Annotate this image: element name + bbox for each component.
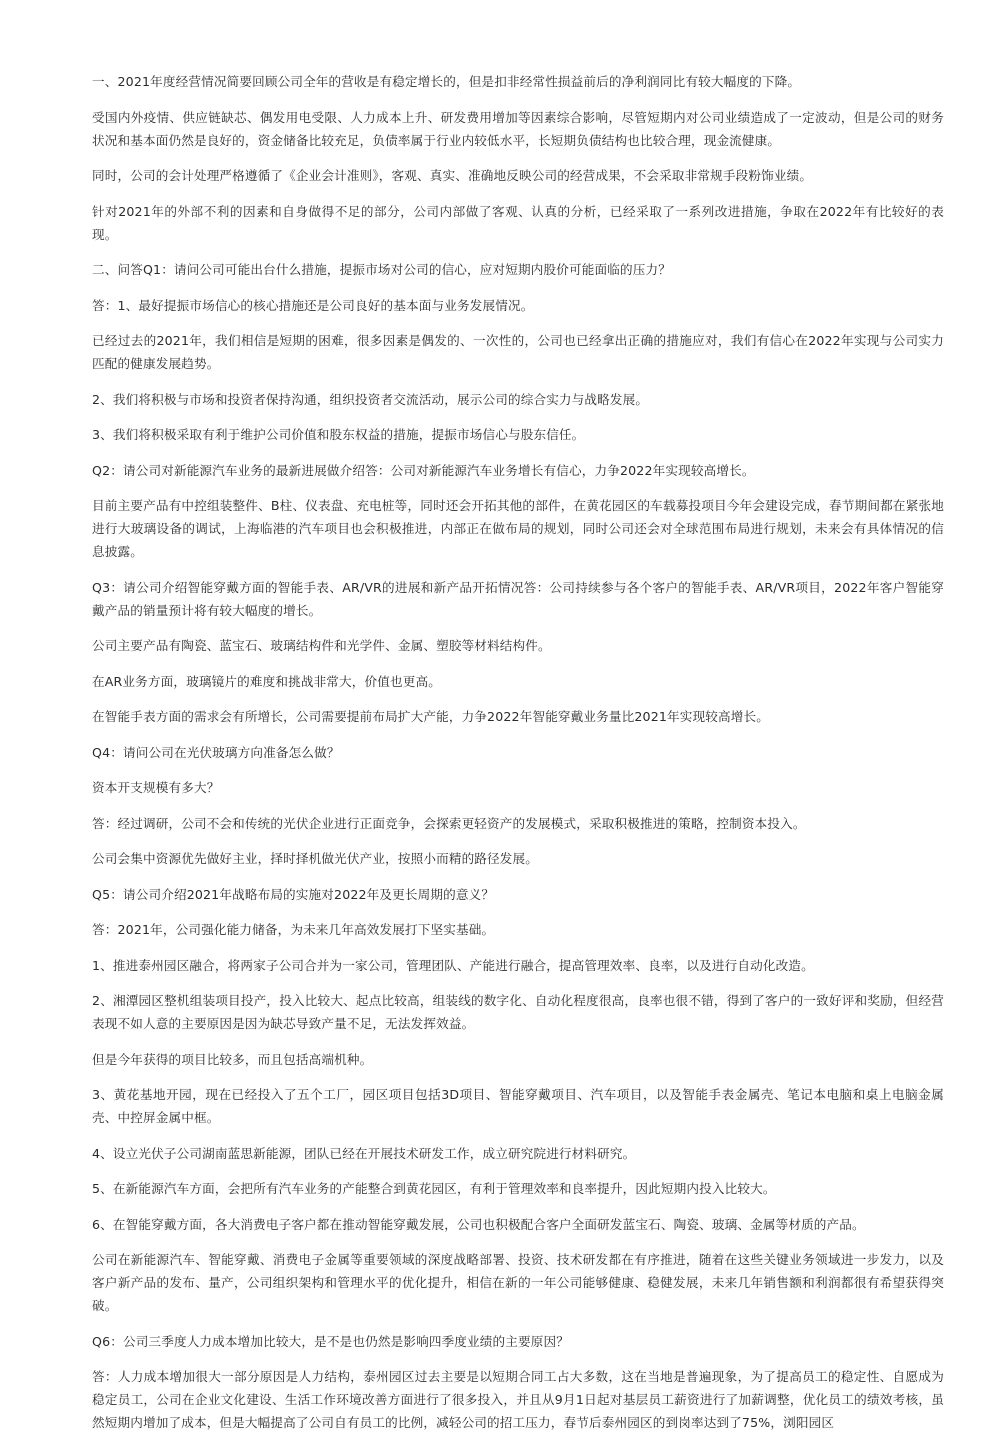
paragraph-a1-4: 3、我们将积极采取有利于维护公司价值和股东权益的措施，提振市场信心与股东信任。 — [92, 427, 585, 442]
paragraph-a3-1: 公司主要产品有陶瓷、蓝宝石、玻璃结构件和光学件、金属、塑胶等材料结构件。 — [92, 638, 551, 653]
paragraph-a3-2: 在AR业务方面，玻璃镜片的难度和挑战非常大，价值也更高。 — [92, 673, 442, 689]
paragraph-a5-3: 3、黄花基地开园，现在已经投入了五个工厂，园区项目包括3D项目、智能穿戴项目、汽车项目，以及智能手表金属壳、笔记本电脑和桌上电脑金属壳、中控屏金属中框。 — [92, 1087, 944, 1125]
paragraph-q6: Q6：公司三季度人力成本增加比较大，是不是也仍然是影响四季度业绩的主要原因？ — [92, 1333, 569, 1349]
paragraph-q3: Q3：请公司介绍智能穿戴方面的智能手表、AR/VR的进展和新产品开拓情况答：公司持续参与各个客户的智能手表、AR/VR项目，2022年客户智能穿戴产品的销量预计将有较大幅度的增长。 — [92, 579, 944, 618]
paragraph-a1-2: 已经过去的2021年，我们相信是短期的困难，很多因素是偶发的、一次性的，公司也已经拿出正确的措施应对，我们有信心在2022年实现与公司实力匹配的健康发展趋势。 — [92, 333, 944, 371]
paragraph-a5: 答：2021年，公司强化能力储备，为未来几年高效发展打下坚实基础。 — [92, 922, 495, 937]
paragraph-a2: 目前主要产品有中控组装整件、B柱、仪表盘、充电桩等，同时还会开拓其他的部件，在黄花园区的车载募投项目今年会建设完成，春节期间都在紧张地进行大玻璃设备的调试，上海临港的汽车项目也会积极推进，内部正在做布局的规划，同时公司还会对全球范围布局进行规划，未来会有具体情况的信息披露。 — [92, 498, 944, 559]
paragraph-a5-4: 4、设立光伏子公司湖南蓝思新能源，团队已经在开展技术研发工作，成立研究院进行材料研究。 — [92, 1145, 636, 1161]
paragraph-a3-3: 在智能手表方面的需求会有所增长，公司需要提前布局扩大产能，力争2022年智能穿戴业务量比2021年实现较高增长。 — [92, 709, 769, 724]
paragraph-a5-summary: 公司在新能源汽车、智能穿戴、消费电子金属等重要领域的深度战略部署、投资、技术研发都在有序推进，随着在这些关键业务领域进一步发力，以及客户新产品的发布、量产，公司组织架构和管理水平的优化提升，相信在新的一年公司能够健康、稳健发展，未来几年销售额和利润都很有希望获得突破。 — [92, 1252, 944, 1313]
paragraph-a6: 答：人力成本增加很大一部分原因是人力结构，泰州园区过去主要是以短期合同工占大多数，这在当地是普遍现象，为了提高员工的稳定性、自愿成为稳定员工，公司在企业文化建设、生活工作环境改善方面进行了很多投入，并且从9月1日起对基层员工薪资进行了加薪调整，优化员工的绩效考核，虽然短期内增加了成本，但是大幅提高了公司自有员工的比例，减轻公司的招工压力，春节后泰州园区的到岗率达到了75%，浏阳园区 — [92, 1369, 944, 1430]
paragraph-q5: Q5：请公司介绍2021年战略布局的实施对2022年及更长周期的意义？ — [92, 886, 495, 902]
paragraph-a5-5: 5、在新能源汽车方面，会把所有汽车业务的产能整合到黄花园区，有利于管理效率和良率提升，因此短期内投入比较大。 — [92, 1181, 776, 1196]
paragraph-q4-2: 资本开支规模有多大？ — [92, 780, 220, 795]
paragraph-a4-2: 公司会集中资源优先做好主业，择时择机做光伏产业，按照小而精的路径发展。 — [92, 851, 539, 866]
paragraph-a5-6: 6、在智能穿戴方面，各大消费电子客户都在推动智能穿戴发展，公司也积极配合客户全面研发蓝宝石、陶瓷、玻璃、金属等材质的产品。 — [92, 1216, 865, 1232]
paragraph-accounting: 同时，公司的会计处理严格遵循了《企业会计准则》，客观、真实、准确地反映公司的经营成果，不会采取非常规手段粉饰业绩。 — [92, 168, 813, 183]
paragraph-q4: Q4：请问公司在光伏玻璃方向准备怎么做？ — [92, 744, 340, 760]
paragraph-a1-3: 2、我们将积极与市场和投资者保持沟通，组织投资者交流活动，展示公司的综合实力与战略发展。 — [92, 391, 649, 407]
paragraph-a5-2b: 但是今年获得的项目比较多，而且包括高端机种。 — [92, 1051, 373, 1067]
paragraph-a4-1: 答：经过调研，公司不会和传统的光伏企业进行正面竞争，会探索更轻资产的发展模式，采取积极推进的策略，控制资本投入。 — [92, 815, 806, 831]
paragraph-q2: Q2：请公司对新能源汽车业务的最新进展做介绍答：公司对新能源汽车业务增长有信心，力争2022年实现较高增长。 — [92, 462, 755, 478]
paragraph-factors: 受国内外疫情、供应链缺芯、偶发用电受限、人力成本上升、研发费用增加等因素综合影响，尽管短期内对公司业绩造成了一定波动，但是公司的财务状况和基本面仍然是良好的，资金储备比较充足，负债率属于行业内较低水平，长短期负债结构也比较合理，现金流健康。 — [92, 109, 944, 148]
paragraph-q1: 二、问答Q1：请问公司可能出台什么措施，提振市场对公司的信心，应对短期内股价可能面临的压力？ — [92, 262, 671, 277]
paragraph-improvement: 针对2021年的外部不利的因素和自身做得不足的部分，公司内部做了客观、认真的分析，已经采取了一系列改进措施，争取在2022年有比较好的表现。 — [92, 203, 944, 242]
paragraph-review-title: 一、2021年度经营情况简要回顾公司全年的营收是有稳定增长的，但是扣非经常性损益前后的净利润同比有较大幅度的下降。 — [92, 74, 801, 89]
paragraph-a5-2: 2、湘潭园区整机组装项目投产，投入比较大、起点比较高，组装线的数字化、自动化程度很高，良率也很不错，得到了客户的一致好评和奖励，但经营表现不如人意的主要原因是因为缺芯导致产量不足，无法发挥效益。 — [92, 993, 944, 1031]
paragraph-a1-1: 答：1、最好提振市场信心的核心措施还是公司良好的基本面与业务发展情况。 — [92, 297, 534, 313]
paragraph-a5-1: 1、推进泰州园区融合，将两家子公司合并为一家公司，管理团队、产能进行融合，提高管理效率、良率，以及进行自动化改造。 — [92, 957, 814, 973]
